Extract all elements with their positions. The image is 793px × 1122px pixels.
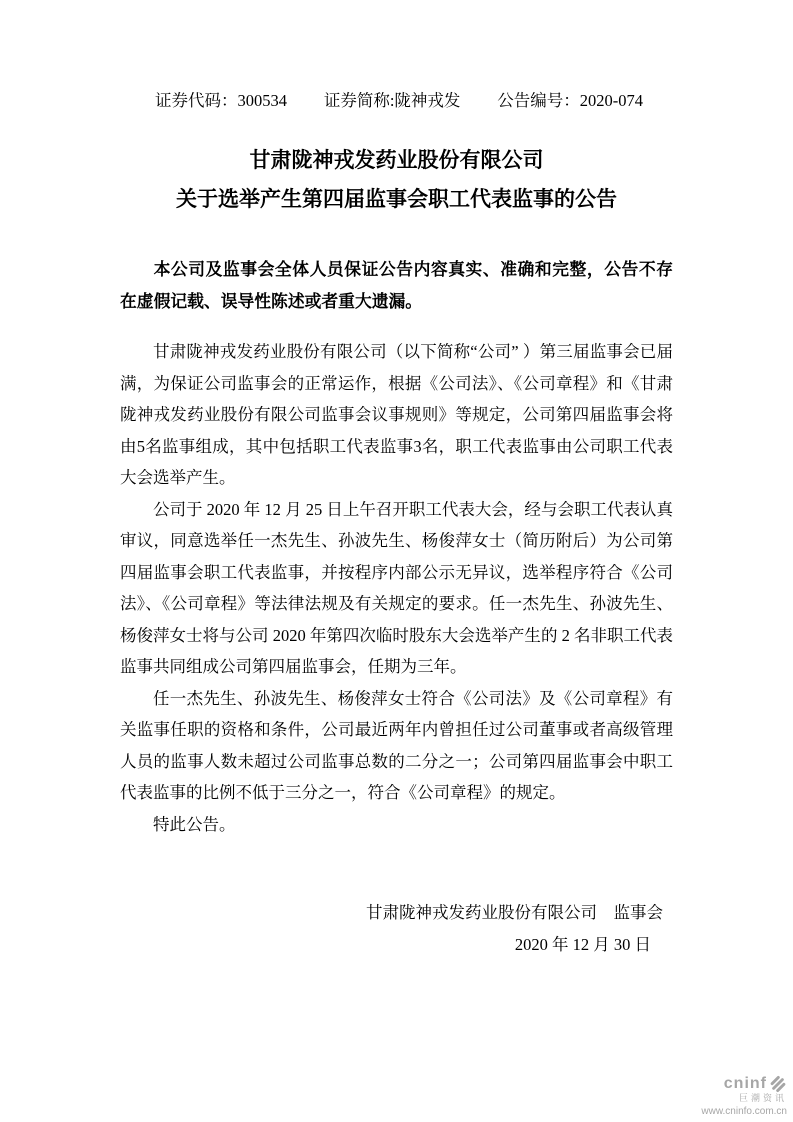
- cninfo-logo-text: cninf: [723, 1075, 767, 1093]
- page-title: [120, 146, 673, 214]
- signature-company: 甘肃陇神戎发药业股份有限公司 监事会: [366, 903, 663, 922]
- signature-date: 2020 年 12 月 30 日: [514, 934, 651, 954]
- page-title-line1: 甘肃陇神戎发药业股份有限公司: [249, 149, 544, 172]
- cninfo-brand-text: 巨潮资讯: [738, 1093, 787, 1104]
- announcement-number-text: 公告编号：2020-074: [497, 91, 643, 110]
- stock-code-text: 证券代码：300534: [155, 91, 287, 110]
- cninfo-url-text: www.cninfo.com.cn: [701, 1106, 787, 1117]
- signature-block: [120, 897, 673, 960]
- safety-notice-paragraph: 本公司及监事会全体人员保证公告内容真实、准确和完整，公告不存在虚假记载、误导性陈述或者重大遗漏。: [120, 260, 673, 311]
- closing-statement: 特此公告。: [153, 814, 236, 834]
- cninfo-swirl-icon: [769, 1075, 787, 1093]
- body-paragraph: 公司于 2020 年 12 月 25 日上午召开职工代表大会，经与会职工代表认真审议，同意选举任一杰先生、孙波先生、杨俊萍女士（简历附后）为公司第四届监事会职工代表监事，并按程序内部公示无异议，选举程序符合《公司法》、《公司章程》等法律法规及有关规定的要求。任一杰先生、孙波先生、杨俊萍女士将与公司 2020 年第四次临时股东大会选举产生的 2 名非职工代表监事共同组成公司第四届监事会，任期为三年。: [120, 499, 673, 676]
- stock-short-name-text: 证券简称:陇神戎发: [323, 91, 461, 110]
- body-paragraph: 任一杰先生、孙波先生、杨俊萍女士符合《公司法》及《公司章程》有关监事任职的资格和条件，公司最近两年内曾担任过公司董事或者高级管理人员的监事人数未超过公司监事总数的二分之一；公司第四届监事会中职工代表监事的比例不低于三分之一，符合《公司章程》的规定。: [120, 688, 673, 802]
- document-body: [120, 336, 673, 840]
- document-header: [120, 90, 673, 112]
- page-title-line2: 关于选举产生第四届监事会职工代表监事的公告: [176, 188, 617, 211]
- cninfo-watermark: [701, 1075, 787, 1117]
- body-paragraph: 甘肃陇神戎发药业股份有限公司（以下简称“公司” ）第三届监事会已届满，为保证公司监事会的正常运作，根据《公司法》、《公司章程》和《甘肃陇神戎发药业股份有限公司监事会议事规则》等规定，公司第四届监事会将由5名监事组成，其中包括职工代表监事3名，职工代表监事由公司职工代表大会选举产生。: [120, 342, 673, 487]
